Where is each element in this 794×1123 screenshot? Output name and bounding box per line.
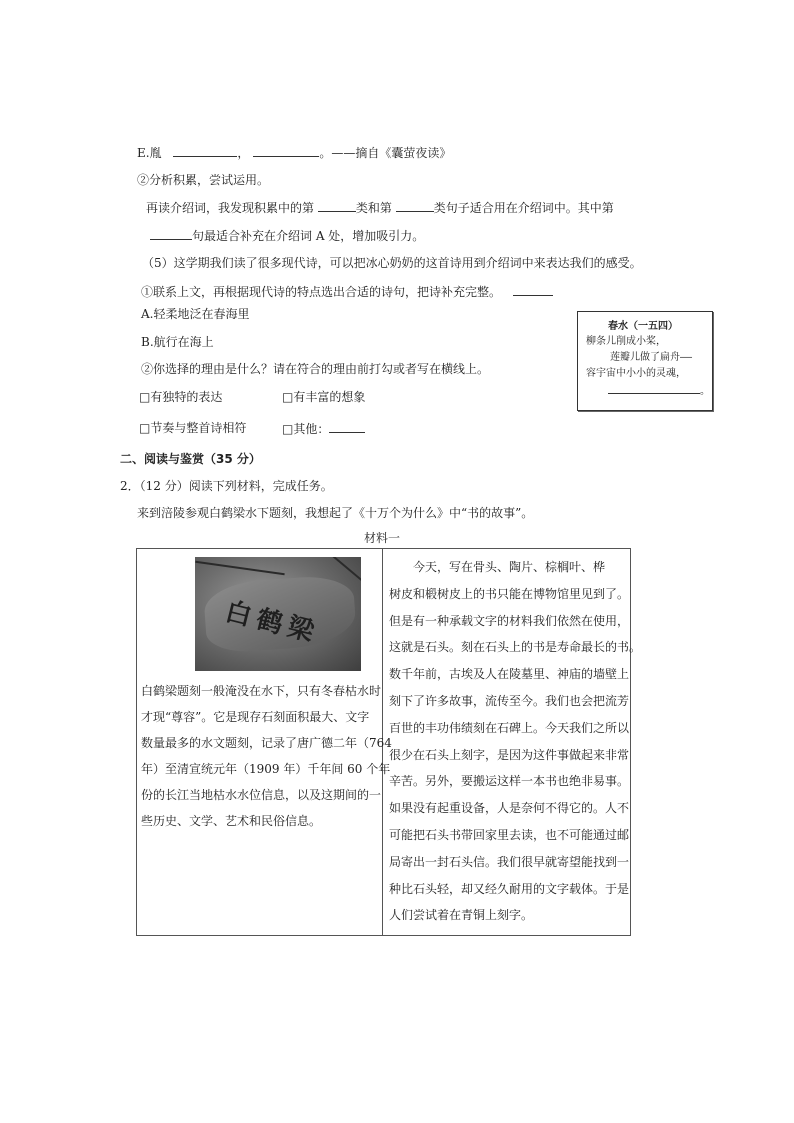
reread-line: [146, 199, 614, 216]
crack-line: [195, 561, 284, 576]
question-2: 2．（12 分）阅读下列材料，完成任务。: [120, 479, 333, 493]
poem-line-1: 柳条儿削成小桨，: [586, 336, 666, 347]
left-text-line: 些历史、文学、艺术和民俗信息。: [141, 814, 322, 828]
left-cell: [137, 549, 392, 936]
carving-text: 白鹤梁: [222, 596, 323, 650]
reread-text-3: 类句子适合用在介绍词中。其中第: [433, 201, 614, 215]
poem-line-4: [608, 384, 710, 398]
right-text-line: 百世的丰功伟绩刻在石碑上。今天我们之所以: [389, 720, 630, 735]
right-text-line: 种比石头轻，却又经久耐用的文字载体。于是: [389, 881, 630, 896]
poem-blank[interactable]: [608, 384, 700, 394]
answer-blank[interactable]: [318, 199, 356, 212]
right-text-line: 人们尝试着在青铜上刻字。: [389, 908, 534, 923]
left-text-line: 年）至清宣统元年（1909 年）千年间 60 个年: [141, 762, 391, 776]
stone-carving-photo: [195, 557, 361, 671]
reread-text-1: 再读介绍词，我发现积累中的第: [146, 201, 315, 215]
checkbox-unique-expression[interactable]: □有独特的表达: [139, 390, 223, 404]
left-text-line: 数量最多的水文题刻，记录了唐广德二年（764: [141, 736, 392, 750]
option-b[interactable]: B.航行在海上: [141, 335, 214, 349]
left-text-line: 份的长江当地枯水水位信息，以及这期间的一: [141, 788, 382, 802]
option-a[interactable]: A.轻柔地泛在春海里: [141, 307, 250, 321]
right-text-line: 但是有一种承载文字的材料我们依然在使用，: [389, 613, 630, 628]
material-title: 材料一: [364, 531, 401, 545]
right-cell: [383, 549, 642, 936]
right-text-line: 刻下了许多故事，流传至今。我们也会把流芳: [389, 694, 630, 708]
answer-blank[interactable]: [173, 144, 237, 157]
checkbox-rich-imagination[interactable]: □有丰富的想象: [282, 390, 366, 404]
sentence-line: [150, 227, 424, 244]
right-text-line: 局寄出一封石头信。我们很早就寄望能找到一: [389, 854, 630, 869]
other-label: □其他：: [282, 422, 330, 436]
right-text-line: 很少在石头上刻字，是因为这件事做起来非常: [389, 747, 630, 762]
answer-blank[interactable]: [150, 227, 192, 240]
left-text-line: 白鹤梁题刻一般淹没在水下，只有冬春枯水时: [141, 684, 382, 698]
question-5: （5）这学期我们读了很多现代诗，可以把冰心奶奶的这首诗用到介绍词中来表达我们的感受。: [142, 256, 642, 270]
right-text-line: 今天，写在骨头、陶片、棕榈叶、桦: [389, 560, 606, 574]
analyze-instruction: ②分析积累，尝试运用。: [137, 173, 270, 187]
checkbox-rhythm[interactable]: □节奏与整首诗相符: [139, 421, 247, 435]
comma: ，: [237, 146, 250, 160]
poem-card: [577, 311, 713, 411]
question-5-1: [141, 283, 553, 300]
right-text-line: 可能把石头书带回家里去读，也不可能通过邮: [389, 828, 630, 842]
section-heading: 二、阅读与鉴赏（35 分）: [120, 452, 261, 466]
checkbox-other[interactable]: [282, 420, 365, 437]
material-table: [136, 548, 642, 936]
question-e-line: [137, 144, 451, 161]
question-5-2: ②你选择的理由是什么？请在符合的理由前打勾或者写在横线上。: [141, 362, 490, 376]
right-text-line: 数千年前，古埃及人在陵墓里、神庙的墙壁上: [389, 667, 630, 682]
poem-line-2: 莲瓣儿做了扁舟——: [610, 352, 693, 363]
answer-blank[interactable]: [513, 283, 553, 296]
right-text-line: 这就是石头。刻在石头上的书是寿命最长的书。: [389, 640, 642, 655]
left-text-line: 才现“尊容”。它是现存石刻面积最大、文字: [141, 710, 370, 724]
sentence-text: 句最适合补充在介绍词 A 处，增加吸引力。: [192, 229, 425, 243]
poem-title: 春水（一五四）: [608, 321, 678, 332]
line-e-prefix: E.胤: [137, 146, 162, 160]
poem-line-3: 容宇宙中小小的灵魂，: [586, 368, 686, 379]
reread-text-2: 类和第: [355, 201, 392, 215]
question-2-intro: 来到涪陵参观白鹤梁水下题刻，我想起了《十万个为什么》中“书的故事”。: [137, 506, 534, 520]
other-blank[interactable]: [329, 420, 365, 433]
q5-1-text: ①联系上文，再根据现代诗的特点选出合适的诗句，把诗补充完整。: [141, 285, 502, 299]
answer-blank[interactable]: [396, 199, 434, 212]
right-text-line: 如果没有起重设备，人是奈何不得它的。人不: [389, 801, 630, 816]
poem-end-mark: 。: [700, 386, 710, 397]
right-text-line: 辛苦。另外，要搬运这样一本书也绝非易事。: [389, 774, 630, 789]
answer-blank[interactable]: [253, 144, 319, 157]
line-e-suffix: 。——摘自《囊萤夜读》: [319, 146, 452, 160]
right-text-line: 树皮和椴树皮上的书只能在博物馆里见到了。: [389, 586, 630, 601]
